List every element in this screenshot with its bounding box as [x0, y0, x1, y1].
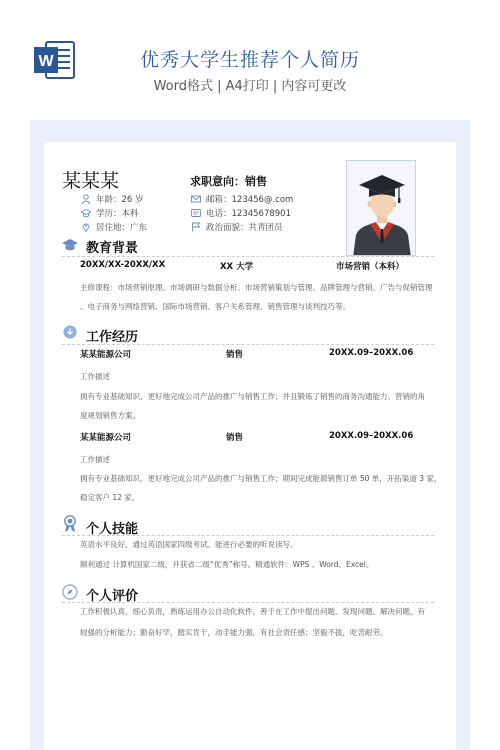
evaluation-line2: 较强的分析能力；勤奋好学，踏实肯干，动手能力强，有社会责任感；坚毅不拔，吃苦耐劳。 [80, 628, 388, 637]
info-residence [80, 221, 147, 233]
flag-icon [190, 222, 202, 232]
award-ribbon-icon [62, 515, 78, 533]
graduation-cap-icon [80, 208, 92, 218]
section-title-skills: 个人技能 [86, 522, 139, 537]
education-text: 学历：本科 [96, 209, 139, 219]
section-divider [62, 602, 434, 603]
education-date: 20XX/XX-20XX/XX [80, 260, 166, 270]
page-title: 优秀大学生推荐个人简历 [139, 49, 360, 71]
mail-icon [190, 194, 202, 204]
skills-line2: 顺利通过 计算机国家二级，并获省二级“优秀”称号。精通软件：WPS 、Word、Excel。 [80, 560, 374, 569]
info-politics [190, 221, 283, 233]
email-text: 邮箱：123456@.com [206, 195, 294, 205]
phone-icon [190, 208, 202, 218]
age-text: 年龄：26 岁 [96, 195, 144, 205]
profile-photo [346, 160, 416, 256]
word-letter: W [38, 53, 54, 70]
section-divider [62, 256, 434, 257]
section-title-evaluation: 个人评价 [86, 589, 139, 604]
job1-desc-label: 工作描述 [80, 372, 110, 381]
education-courses-line2: 、电子商务与网络营销、国际市场营销、客户关系管理、销售管理与谈判技巧等。 [80, 302, 350, 311]
job-intention: 求职意向：销售 [190, 175, 267, 188]
job2-desc-line2: 稳定客户 12 家。 [80, 493, 140, 502]
section-divider [62, 535, 434, 536]
job1-company: 某某能源公司 [80, 350, 132, 360]
resume-name: 某某某 [62, 170, 120, 192]
section-title-education: 教育背景 [86, 241, 139, 256]
download-circle-icon [62, 325, 78, 339]
location-pin-icon [80, 222, 92, 232]
residence-text: 居住地：广东 [96, 223, 148, 233]
job1-desc-line2: 度规划销售方案。 [80, 411, 140, 420]
education-school: XX 大学 [220, 262, 254, 272]
job1-period: 20XX.09–20XX.06 [329, 348, 414, 358]
skills-line1: 英语水平良好，通过英语国家四级考试。能进行必要的听说读写。 [80, 540, 298, 549]
job1-desc-line1: 拥有专业基础知识、更好地完成公司产品的推广与销售工作；并且锻炼了销售的商务沟通能力、营销的角 [80, 392, 425, 401]
graduation-cap-icon [62, 238, 78, 252]
job2-company: 某某能源公司 [80, 433, 132, 443]
job2-desc-line1: 拥有专业基础知识、更好地完成公司产品的推广与销售工作；期间完成能源销售订单 50 单，开拓渠道 3 家， [80, 474, 442, 483]
job2-desc-label: 工作描述 [80, 455, 110, 464]
info-education [80, 207, 139, 219]
info-phone [190, 207, 291, 219]
person-icon [80, 194, 92, 204]
info-age [80, 193, 144, 205]
section-divider [62, 344, 434, 345]
evaluation-line1: 工作积极认真，细心负责，熟练运用办公自动化软件，善于在工作中提出问题、发现问题、解决问题，有 [80, 607, 425, 616]
graduate-avatar-illustration [347, 161, 416, 256]
politics-text: 政治面貌：共青团员 [206, 223, 283, 233]
phone-text: 电话：12345678901 [206, 209, 291, 219]
compass-icon [62, 584, 78, 600]
page-subtitle: Word格式 | A4打印 | 内容可更改 [153, 79, 347, 94]
job2-period: 20XX.09–20XX.06 [329, 431, 414, 441]
education-courses-line1: 主修课程：市场营销原理、市场调研与数据分析、市场营销策划与管理、品牌管理与营销、广告与促销管理 [80, 283, 433, 292]
job1-position: 销售 [226, 350, 244, 360]
education-major: 市场营销（本科） [336, 262, 405, 272]
info-email [190, 193, 293, 205]
job2-position: 销售 [226, 433, 244, 443]
section-title-work: 工作经历 [86, 330, 139, 345]
header-banner [0, 0, 500, 118]
